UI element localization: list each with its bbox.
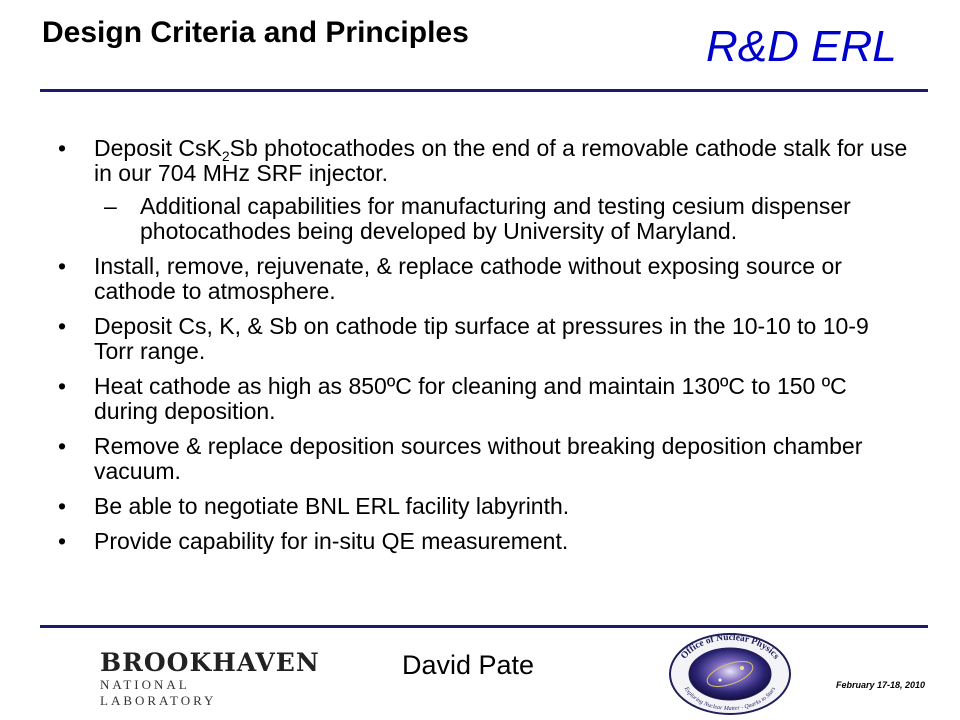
presenter-name: David Pate: [402, 650, 535, 680]
bullet-marker: •: [58, 493, 67, 519]
bullet-item: [58, 529, 908, 554]
bullet-item: [58, 136, 908, 186]
sub-bullet-item: [58, 194, 908, 244]
slide-title: Design Criteria and Principles: [42, 16, 469, 49]
bullet-marker: •: [58, 373, 67, 399]
bullet-text: Additional capabilities for manufacturing and testing cesium dispenser photocathodes being developed by University of Maryland.: [140, 193, 851, 244]
bullet-text: Deposit CsK$_2$Sb photocathodes on the end of a removable cathode stalk for use in our 704 MHz SRF injector.: [94, 135, 908, 186]
bullet-marker: •: [58, 135, 67, 161]
brookhaven-logo: [100, 648, 320, 709]
bullet-item: [58, 314, 908, 364]
presentation-date: February 17-18, 2010: [836, 680, 926, 690]
bullet-text: Install, remove, rejuvenate, & replace cathode without exposing source or cathode to atmosphere.: [94, 253, 842, 304]
bullet-marker: •: [58, 313, 67, 339]
bullet-marker: •: [58, 253, 67, 279]
logo-wordmark: BROOKHAVEN: [100, 648, 320, 677]
bullet-text: Provide capability for in-situ QE measurement.: [94, 528, 569, 554]
bullet-marker: •: [58, 528, 67, 554]
bullet-text: Remove & replace deposition sources without breaking deposition chamber vacuum.: [94, 433, 863, 484]
bullet-marker: •: [58, 433, 67, 459]
svg-text:Office of Nuclear Physics: Office of Nuclear Physics: [679, 632, 781, 662]
dash-marker: –: [104, 193, 117, 219]
bullet-text: Deposit Cs, K, & Sb on cathode tip surface at pressures in the 10-10 to 10-9 Torr range.: [94, 313, 869, 364]
bullet-item: [58, 434, 908, 484]
bullet-list: [58, 136, 908, 564]
bullet-text: Heat cathode as high as 850ºC for cleaning and maintain 130ºC to 150 ºC during deposition.: [94, 373, 847, 424]
bullet-text: Be able to negotiate BNL ERL facility labyrinth.: [94, 493, 570, 519]
bottom-divider: [40, 625, 928, 628]
bullet-item: [58, 254, 908, 304]
brand-label: R&D ERL: [706, 22, 897, 71]
bullet-item: [58, 494, 908, 519]
svg-text:Exploring Nuclear Matter - Qua: Exploring Nuclear Matter - Quarks to Stars: [682, 686, 778, 713]
nuclear-physics-seal-icon: [668, 632, 792, 716]
logo-subtitle: NATIONAL LABORATORY: [100, 677, 217, 708]
top-divider: [40, 89, 928, 92]
bullet-item: [58, 374, 908, 424]
